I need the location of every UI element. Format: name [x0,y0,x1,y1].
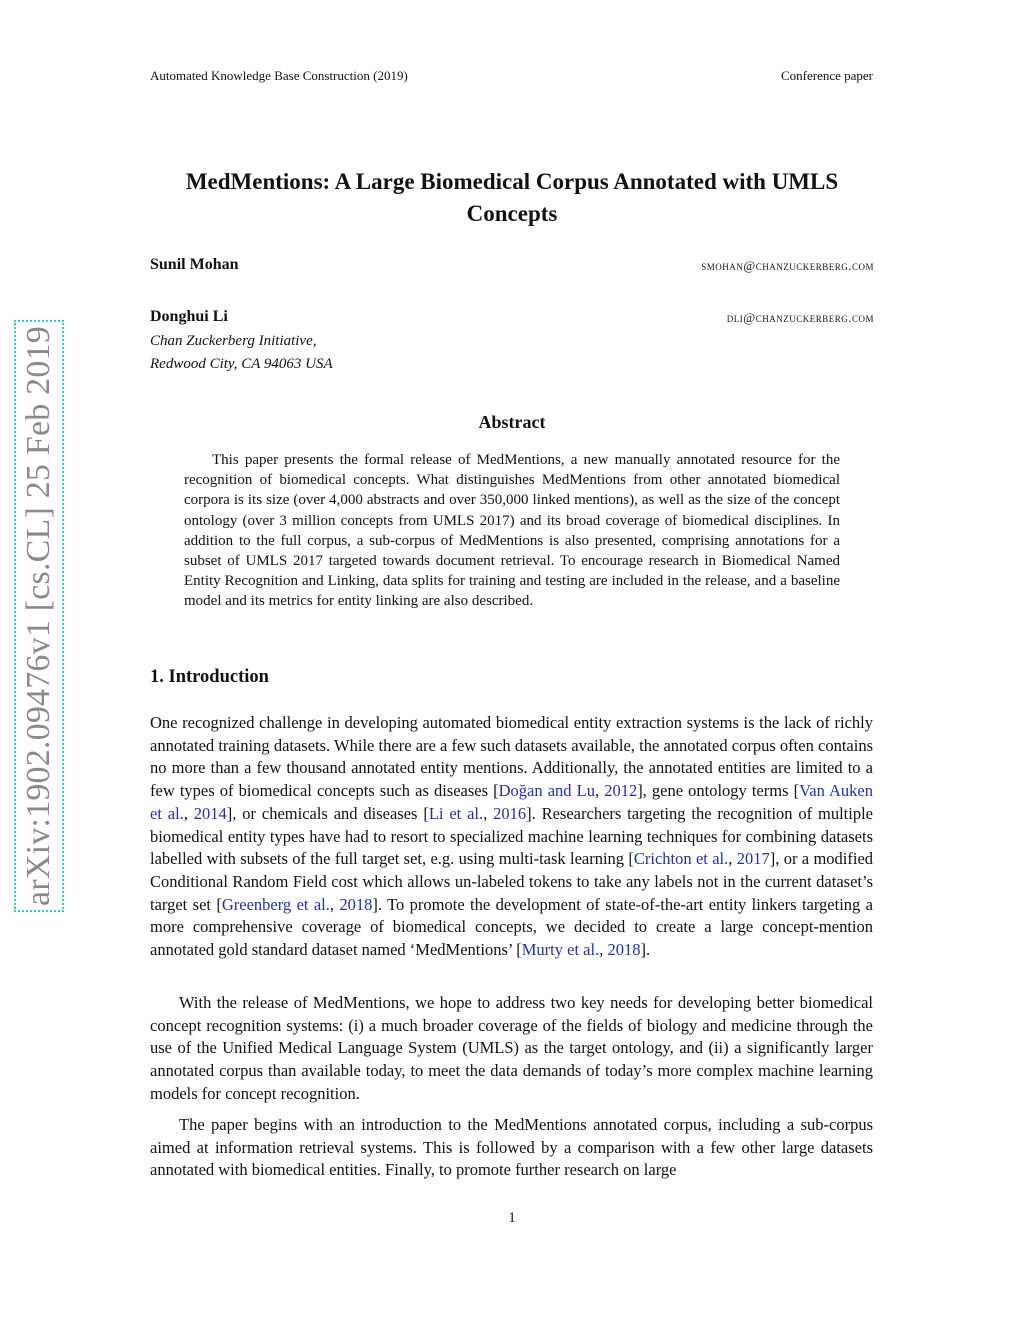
intro-paragraph-3: The paper begins with an introduction to the MedMentions annotated corpus, including a sub-corpus aimed at information retrieval systems. This is followed by a comparison with a few other large datasets annotated with biomedical entities. Finally, to promote further research on large [150,1115,873,1180]
text-run: ], gene ontology terms [ [637,781,800,801]
author-block-2 [150,308,874,326]
text-run: , [483,803,494,823]
citation-link[interactable]: Van Auken et al. [150,781,873,823]
text-run: ], or a modified Conditional Random Field cost which allows un-labeled tokens to take any labels not in the current dataset’s target set [ [150,849,874,914]
author-name: Sunil Mohan [150,256,239,273]
citation-year-link[interactable]: 2014 [193,803,227,823]
text-run: , [183,803,194,823]
affiliation-line-1: Chan Zuckerberg Initiative, [150,333,317,349]
text-run: , [599,940,608,960]
citation-year-link[interactable]: 2012 [604,781,638,801]
author-email[interactable]: dli@chanzuckerberg.com [726,310,874,325]
citation-link[interactable]: Murty et al. [521,940,600,960]
affiliation [150,330,333,376]
citation-link[interactable]: Li et al. [428,803,484,823]
abstract-text: This paper presents the formal release of MedMentions, a new manually annotated resource for the recognition of biomedical concepts. What distinguishes MedMentions from other annotated biomedical corpora is its size (over 4,000 abstracts and over 350,000 linked mentions), as well as the size of the concept ontology (over 3 million concepts from UMLS 2017) and its broad coverage of biomedical disciplines. In addition to the full corpus, a sub-corpus of MedMentions is also presented, comprising annotations for a subset of UMLS 2017 targeted towards document retrieval. To encourage research in Biomedical Named Entity Recognition and Linking, data splits for training and testing are included in the release, and a baseline model and its metrics for entity linking are also described. [184,452,840,610]
text-run: , [728,849,737,869]
arxiv-id-text: arXiv:1902.09476v1 [cs.CL] 25 Feb 2019 [20,326,57,906]
abstract-heading: Abstract [478,412,546,432]
title-line-2: Concepts [466,201,558,226]
citation-link[interactable]: Greenberg et al. [221,894,330,914]
text-run: One recognized challenge in developing automated biomedical entity extraction systems is the lack of richly annotated training datasets. While there are a few such datasets available, the annotated corpus often contains no more than a few thousand annotated entity mentions. Additionally, the annotated entities are limited to a few types of biomedical concepts such as diseases [ [150,713,873,801]
author-block-1 [150,256,874,274]
citation-year-link[interactable]: 2018 [339,894,373,914]
citation-year-link[interactable]: 2017 [736,849,770,869]
text-run: ]. To promote the development of state-of-the-art entity linkers targeting a more comprehensive coverage of biomedical concepts, we decided to create a large concept-mention annotated gold standard dataset named ‘MedMentions’ [ [150,894,873,960]
paper-title [150,166,874,230]
text-run: , [594,781,605,801]
text-run: ], or chemicals and diseases [ [226,803,429,823]
intro-paragraph-1 [150,712,873,962]
running-header-venue: Automated Knowledge Base Construction (2019) [150,68,408,83]
page-number: 1 [508,1210,516,1226]
text-run: , [329,894,340,914]
text-run: ]. [640,940,651,960]
citation-link[interactable]: Doğan and Lu [498,781,595,801]
title-line-1: MedMentions: A Large Biomedical Corpus Annotated with UMLS [185,169,839,194]
text-run: ]. Researchers targeting the recognition of multiple biomedical entity types have had to resort to specialized machine learning techniques for combining datasets labelled with subsets of the full target set, e.g. using multi-task learning [ [150,803,873,869]
affiliation-line-2: Redwood City, CA 94063 USA [150,356,333,372]
arxiv-stamp[interactable] [14,320,64,912]
citation-year-link[interactable]: 2016 [493,803,527,823]
intro-paragraph-2: With the release of MedMentions, we hope to address two key needs for developing better biomedical concept recognition systems: (i) a much broader coverage of the fields of biology and medicine through the use of the Unified Medical Language System (UMLS) as the target ontology, and (ii) a significantly larger annotated corpus than available today, to meet the data demands of today’s more complex machine learning models for concept recognition. [150,993,873,1103]
running-header-type: Conference paper [780,68,873,83]
author-name: Donghui Li [150,308,228,325]
citation-link[interactable]: Crichton et al. [633,849,729,869]
author-email[interactable]: smohan@chanzuckerberg.com [701,258,874,273]
citation-year-link[interactable]: 2018 [607,940,641,960]
section-heading-introduction: 1. Introduction [150,667,269,687]
